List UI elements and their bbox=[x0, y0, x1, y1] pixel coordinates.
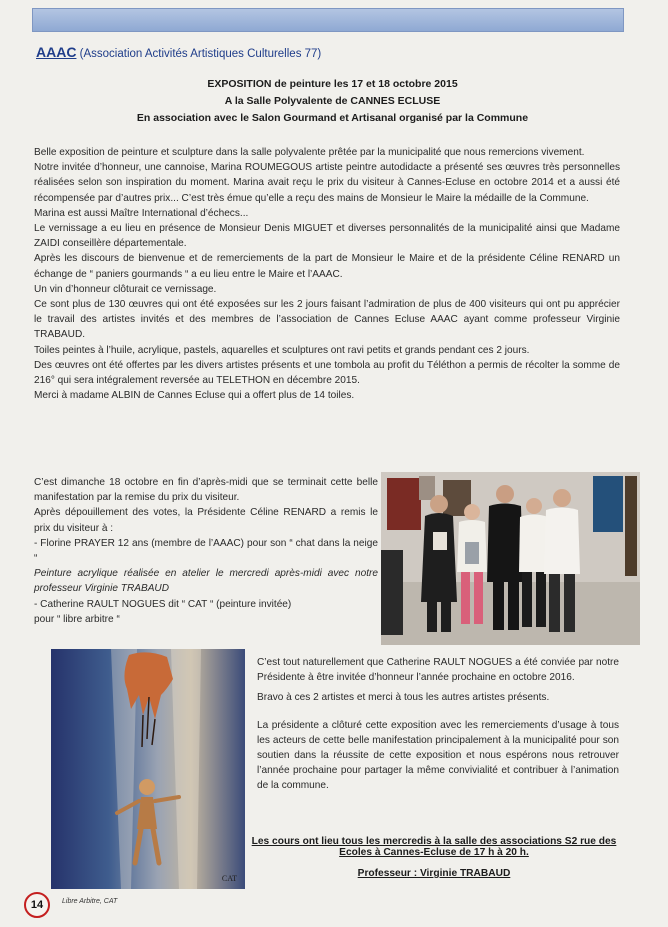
group-photo-illustration bbox=[381, 472, 640, 645]
association-fullname: (Association Activités Artistiques Culturelles 77) bbox=[79, 48, 322, 60]
paragraph: Belle exposition de peinture et sculpture dans la salle polyvalente prêtée par la municipalité que nous remercions vivement. bbox=[34, 147, 585, 158]
paragraph: Peinture acrylique réalisée en atelier le mercredi après-midi avec notre professeur Virginie TRABAUD bbox=[34, 568, 378, 595]
paragraph: Ce sont plus de 130 œuvres qui ont été exposées sur les 2 jours faisant l’admiration de plus de 400 visiteurs qui ont pu apprécier le travail des artistes invités et des membres de l’association de Cannes Ecluse AAAC ayant comme professeur Virginie TRABAUD. bbox=[34, 299, 620, 341]
paragraph: Toiles peintes à l’huile, acrylique, pastels, aquarelles et sculptures ont ravi petits et grands pendant ces 2 jours. bbox=[34, 344, 530, 356]
group-photo bbox=[381, 472, 640, 645]
paragraph: Un vin d’honneur clôturait ce vernissage. bbox=[34, 283, 217, 295]
paragraph: - Catherine RAULT NOGUES dit “ CAT “ (peinture invitée) bbox=[34, 598, 292, 610]
teacher-name: Professeur : Virginie TRABAUD bbox=[357, 868, 511, 879]
paragraph: - Florine PRAYER 12 ans (membre de l’AAAC) pour son “ chat dans la neige “ bbox=[34, 537, 378, 565]
paragraph: C’est dimanche 18 octobre en fin d’après-midi que se terminait cette belle manifestation par la remise du prix du visiteur. bbox=[34, 477, 378, 504]
painting-signature: CAT bbox=[221, 874, 237, 883]
top-banner bbox=[32, 8, 624, 32]
paragraph: Merci à madame ALBIN de Cannes Ecluse qui a offert plus de 14 toiles. bbox=[34, 390, 355, 402]
painting-libre-arbitre bbox=[51, 649, 245, 889]
paragraph: C’est tout naturellement que Catherine RAULT NOGUES a été conviée par notre Présidente à être invitée d’honneur l’année prochaine en octobre 2016. bbox=[257, 657, 619, 684]
paragraph: Après les discours de bienvenue et de remerciements de la part de Monsieur le Maire et de la présidente Céline RENARD un échange de “ paniers gourmands “ a eu lieu entre le Maire et l’AAAC. bbox=[34, 253, 620, 280]
painting-illustration bbox=[51, 649, 245, 889]
honour-column bbox=[257, 655, 619, 794]
page-number: 14 bbox=[24, 892, 50, 918]
exhibition-partner: En association avec le Salon Gourmand et Artisanal organisé par la Commune bbox=[136, 112, 529, 124]
prize-column bbox=[34, 475, 378, 627]
paragraph: Notre invitée d’honneur, une cannoise, Marina ROUMEGOUS artiste peintre autodidacte a présenté ses œuvres très personnelles réalisées selon son inspiration du moment. Marina avait reçu le prix du visiteur à Cannes-Ecluse en octobre 2014 et a aussi été récompensée par d’autres prix... C’est très émue qu’elle a reçu des mains de Monsieur le Maire la médaille de la Commune. bbox=[34, 162, 620, 204]
course-schedule: Les cours ont lieu tous les mercredis à la salle des associations S2 rue des Ecoles à Cannes-Ecluse de 17 h à 20 h. bbox=[251, 836, 617, 858]
association-header bbox=[36, 44, 321, 60]
paragraph: Le vernissage a eu lieu en présence de Monsieur Denis MIGUET et diverses personnalités de la municipalité ainsi que Madame ZAIDI conseillère départementale. bbox=[34, 223, 620, 250]
article-body bbox=[34, 145, 620, 403]
paragraph: Des œuvres ont été offertes par les divers artistes présents et une tombola au profit du Téléthon a permis de récolter la somme de 216° qui sera intégralement reversée au TELETHON en décembre 2015. bbox=[34, 359, 620, 387]
paragraph: Marina est aussi Maître International d’échecs... bbox=[34, 207, 249, 219]
association-acronym: AAAC bbox=[36, 44, 77, 60]
exhibition-title: EXPOSITION de peinture les 17 et 18 octobre 2015 bbox=[207, 78, 458, 90]
paragraph: Après dépouillement des votes, la Présidente Céline RENARD a remis le prix du visiteur à : bbox=[34, 507, 378, 534]
paragraph: La présidente a clôturé cette exposition avec les remerciements d’usage à tous les acteurs de cette belle manifestation principalement à la municipalité pour son soutien dans la réussite de cette exposition et nous espérons nous retrouver l’année prochaine pour partager la même convivialité et contribuer à l’animation de la commune. bbox=[257, 719, 619, 792]
paragraph: Bravo à ces 2 artistes et merci à tous les autres artistes présents. bbox=[257, 692, 550, 704]
painting-caption: Libre Arbitre, CAT bbox=[62, 898, 118, 905]
paragraph: pour “ libre arbitre “ bbox=[34, 613, 120, 625]
exhibition-venue: A la Salle Polyvalente de CANNES ECLUSE bbox=[224, 95, 441, 107]
